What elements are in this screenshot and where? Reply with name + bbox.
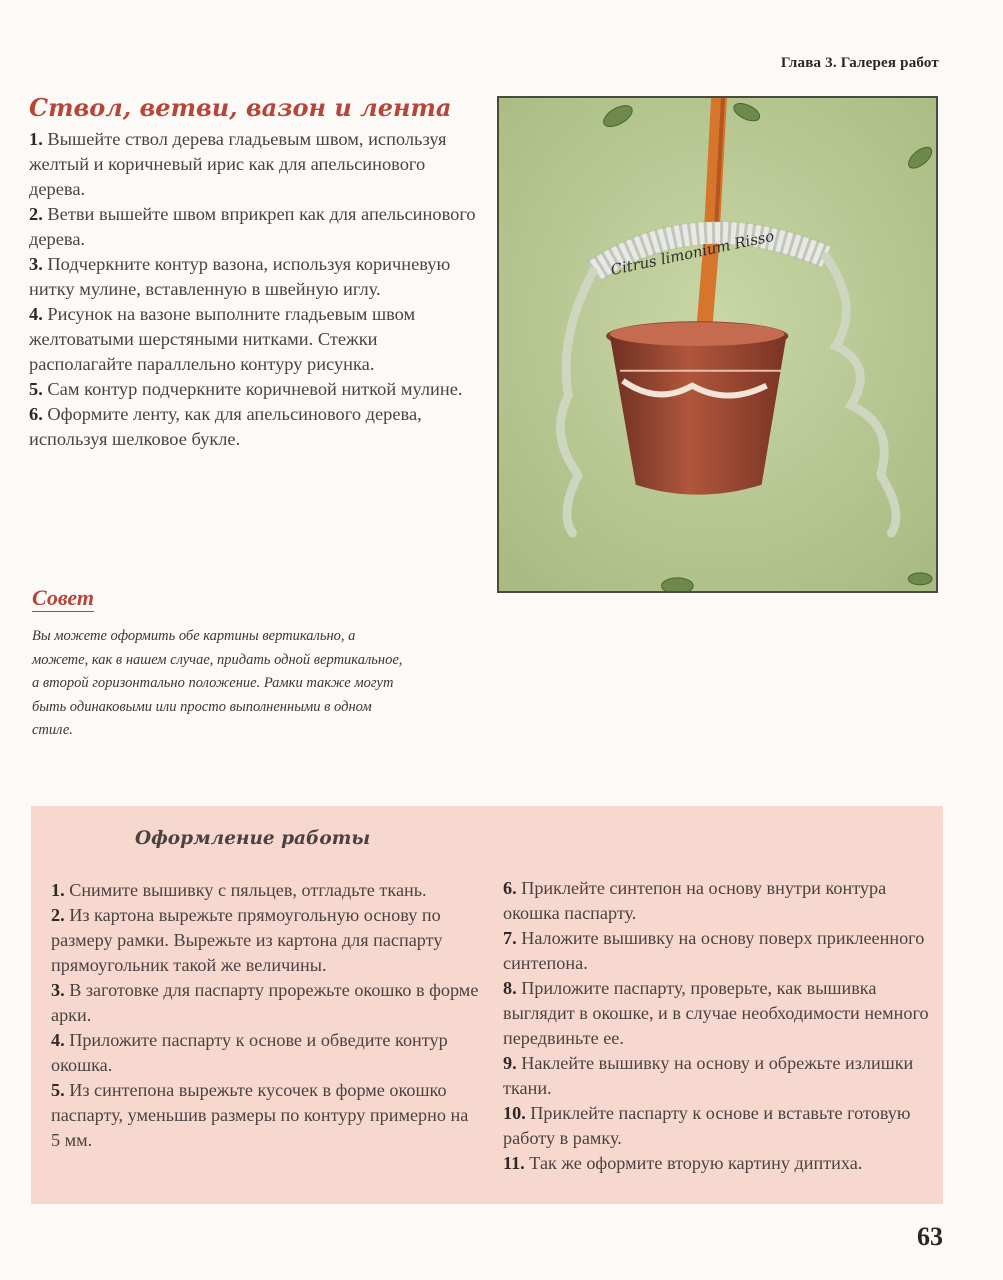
step-number: 6. [29,404,43,424]
step-item [29,252,484,302]
step-number: 2. [29,204,43,224]
step-text: Оформите ленту, как для апельсинового дерева, используя шелковое букле. [29,404,422,449]
ribbon-text: Citrus limonium Risso [609,226,776,280]
step-item [29,377,484,402]
step-item [503,976,933,1051]
step-text: Рисунок на вазоне выполните гладьевым швом желтоватыми шерстяными нитками. Стежки располагайте параллельно контуру рисунка. [29,304,416,374]
step-text: Приложите паспарту к основе и обведите контур окошка. [51,1030,448,1075]
step-text: Так же оформите вторую картину диптиха. [529,1153,863,1173]
step-number: 3. [51,980,65,1000]
step-text: В заготовке для паспарту прорежьте окошко в форме арки. [51,980,479,1025]
step-number: 4. [51,1030,65,1050]
step-item [29,402,484,452]
step-text: Подчеркните контур вазона, используя коричневую нитку мулине, вставленную в швейную иглу. [29,254,451,299]
step-text: Ветви вышейте швом вприкреп как для апельсинового дерева. [29,204,476,249]
step-number: 5. [51,1080,65,1100]
step-item [503,926,933,976]
step-text: Снимите вышивку с пяльцев, отгладьте ткань. [69,880,427,900]
finishing-panel [31,806,943,1204]
step-number: 3. [29,254,43,274]
step-item [51,878,481,903]
step-number: 8. [503,978,517,998]
step-number: 5. [29,379,43,399]
step-item [503,1101,933,1151]
step-item [51,1078,481,1153]
step-item [51,1028,481,1078]
step-number: 1. [29,129,43,149]
step-item [503,1051,933,1101]
step-text: Приложите паспарту, проверьте, как вышивка выглядит в окошке, и в случае необходимости немного передвиньте ее. [503,978,929,1048]
step-number: 11. [503,1153,525,1173]
step-item [29,202,484,252]
step-item [51,903,481,978]
step-item [29,302,484,377]
step-text: Из синтепона вырежьте кусочек в форме окошко паспарту, уменьшив размеры по контуру примерно на 5 мм. [51,1080,469,1150]
step-number: 7. [503,928,517,948]
trunk-steps-list [29,127,484,452]
step-number: 4. [29,304,43,324]
panel-title: Оформление работы [135,828,371,849]
finishing-steps-left [51,878,481,1153]
step-item [503,876,933,926]
embroidery-photo [497,96,938,593]
tip-title: Совет [32,585,94,610]
step-item [503,1151,933,1176]
tip-text: Вы можете оформить обе картины вертикально, а можете, как в нашем случае, придать одной вертикальное, а второй горизонтально положение. Рамки также могут быть одинаковыми или просто выполненными в одном стиле. [32,628,403,738]
step-number: 6. [503,878,517,898]
step-text: Приклейте синтепон на основу внутри контура окошка паспарту. [503,878,887,923]
page-number: 63 [917,1222,943,1251]
step-text: Из картона вырежьте прямоугольную основу по размеру рамки. Вырежьте из картона для паспарту прямоугольник такой же величины. [51,905,443,975]
step-number: 2. [51,905,65,925]
step-item [51,978,481,1028]
step-number: 9. [503,1053,517,1073]
step-text: Наложите вышивку на основу поверх приклеенного синтепона. [503,928,925,973]
step-item [29,127,484,202]
finishing-steps-right [503,876,933,1176]
section-title: Ствол, ветви, вазон и лента [29,93,452,122]
step-number: 1. [51,880,65,900]
step-text: Вышейте ствол дерева гладьевым швом, используя желтый и коричневый ирис как для апельсинового дерева. [29,129,447,199]
step-text: Приклейте паспарту к основе и вставьте готовую работу в рамку. [503,1103,911,1148]
potted-lemon-tree-image [499,98,936,591]
chapter-header: Глава 3. Галерея работ [780,55,939,71]
step-number: 10. [503,1103,526,1123]
step-text: Сам контур подчеркните коричневой ниткой мулине. [47,379,463,399]
step-text: Наклейте вышивку на основу и обрежьте излишки ткани. [503,1053,914,1098]
